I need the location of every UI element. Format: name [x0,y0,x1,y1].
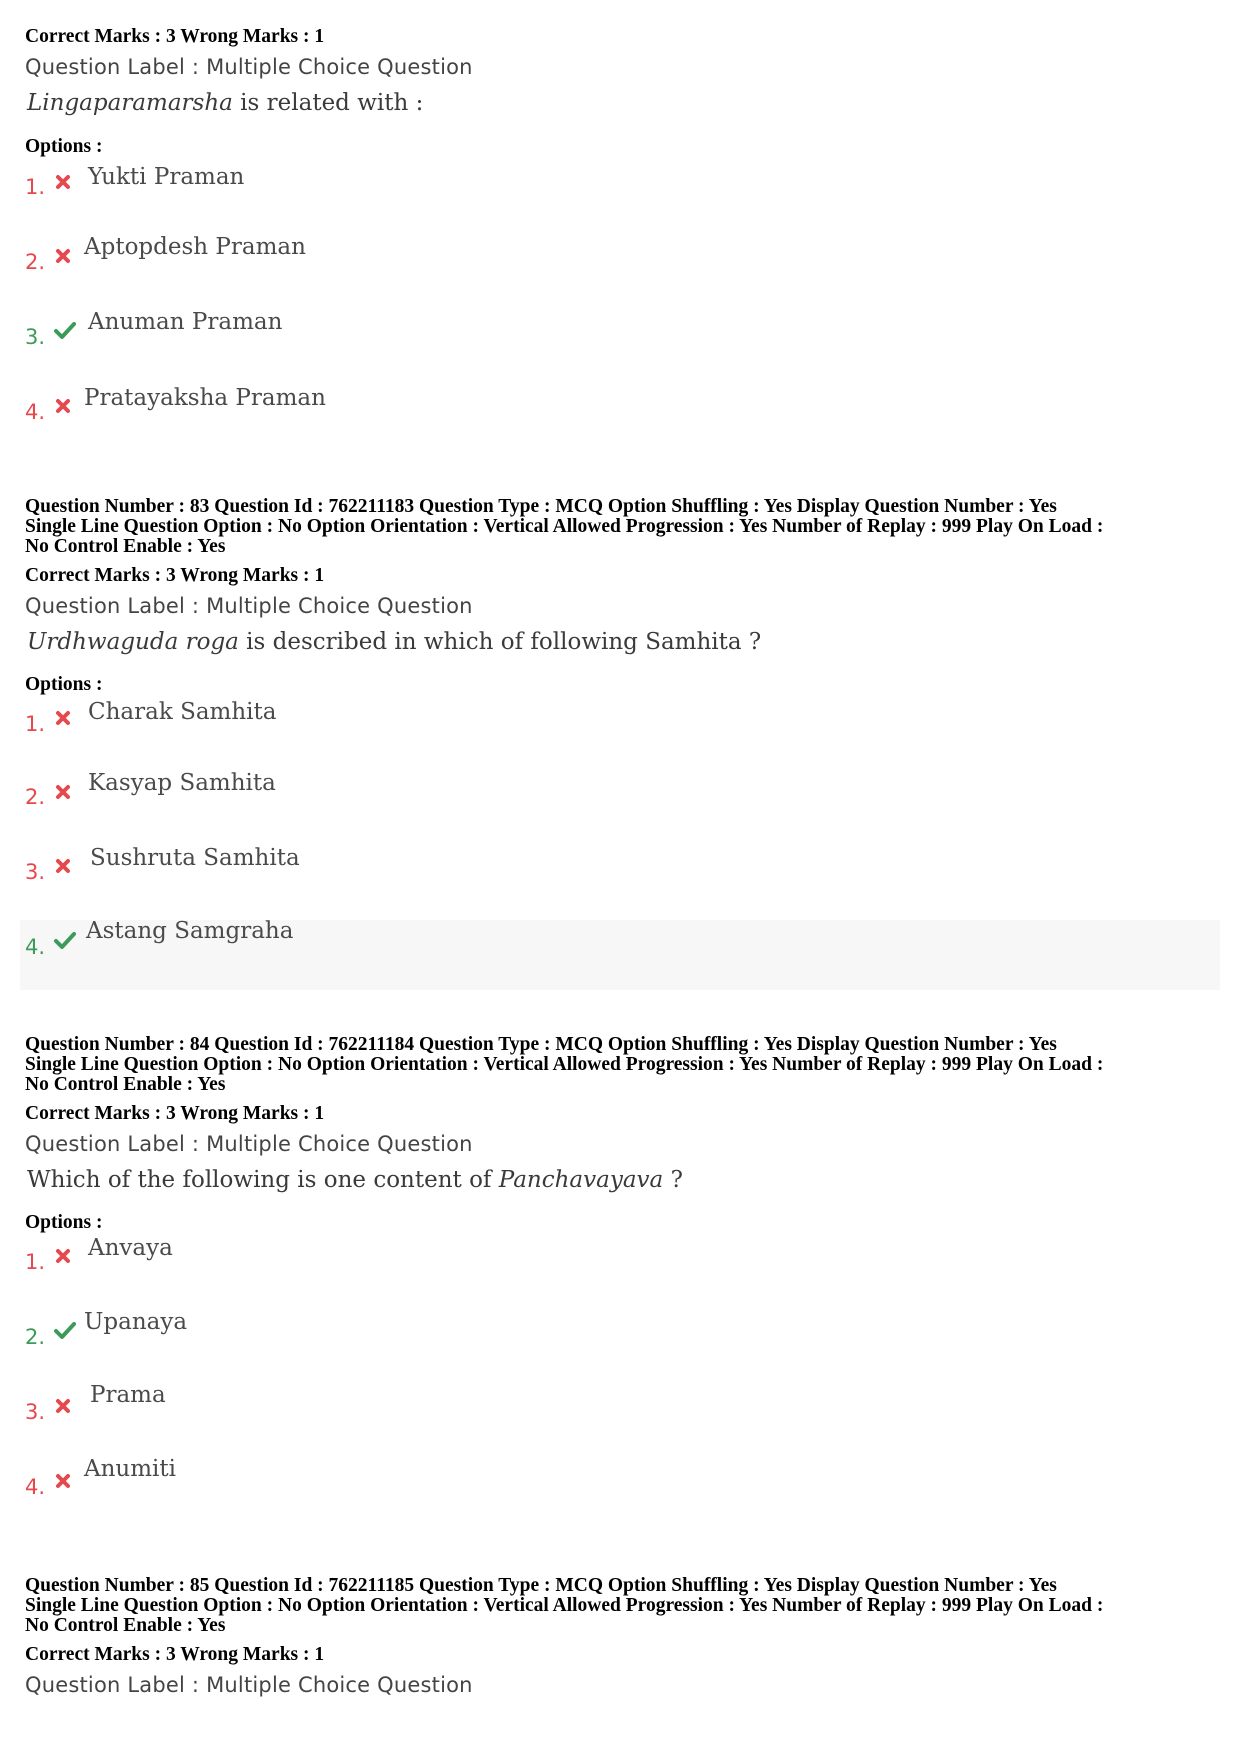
options-heading: Options : [25,1212,103,1233]
question-text [27,629,761,655]
option-text: Pratayaksha Praman [84,385,326,411]
option-number: 4. [25,1475,46,1499]
question-meta-line: No Control Enable : Yes [25,1615,226,1636]
option-number: 1. [25,712,46,736]
option-text: Anuman Praman [88,309,283,335]
check-icon [53,930,77,950]
question-meta-line: Question Number : 83 Question Id : 762211183 Question Type : MCQ Option Shuffling : Yes Display Question Number : Yes [25,496,1057,517]
question-italic: Lingaparamarsha [27,90,233,116]
cross-icon [53,708,73,728]
option-text: Kasyap Samhita [88,770,276,796]
option-text: Astang Samgraha [86,918,294,944]
option-text: Prama [90,1382,166,1408]
question-meta-line: No Control Enable : Yes [25,536,226,557]
cross-icon [53,1396,73,1416]
option-number: 2. [25,250,46,274]
option-text: Anumiti [84,1456,176,1482]
cross-icon [53,1246,73,1266]
marks-line: Correct Marks : 3 Wrong Marks : 1 [25,565,325,586]
cross-icon [53,172,73,192]
options-heading: Options : [25,136,103,157]
question-meta-line: Question Number : 85 Question Id : 762211185 Question Type : MCQ Option Shuffling : Yes Display Question Number : Yes [25,1575,1057,1596]
question-label: Question Label : Multiple Choice Question [25,1673,473,1697]
marks-line: Correct Marks : 3 Wrong Marks : 1 [25,1644,325,1665]
marks-line: Correct Marks : 3 Wrong Marks : 1 [25,1103,325,1124]
question-meta-line: Question Number : 84 Question Id : 762211184 Question Type : MCQ Option Shuffling : Yes Display Question Number : Yes [25,1034,1057,1055]
option-number: 3. [25,325,46,349]
marks-line: Correct Marks : 3 Wrong Marks : 1 [25,26,325,47]
question-label: Question Label : Multiple Choice Question [25,55,473,79]
option-text: Anvaya [88,1235,173,1261]
question-italic: Urdhwaguda roga [27,629,239,655]
option-text: Upanaya [84,1309,188,1335]
question-label: Question Label : Multiple Choice Question [25,1132,473,1156]
cross-icon [53,246,73,266]
option-number: 1. [25,175,46,199]
question-meta-line: Single Line Question Option : No Option Orientation : Vertical Allowed Progression : Yes Number of Replay : 999 Play On Load : [25,516,1104,537]
option-number: 2. [25,785,46,809]
option-text: Sushruta Samhita [90,845,300,871]
option-text: Aptopdesh Praman [84,234,306,260]
option-number: 4. [25,400,46,424]
option-number: 4. [25,935,46,959]
option-text: Yukti Praman [88,164,245,190]
question-meta-line: Single Line Question Option : No Option Orientation : Vertical Allowed Progression : Yes Number of Replay : 999 Play On Load : [25,1595,1104,1616]
question-italic: Panchavayava [498,1167,664,1193]
question-text [27,1167,683,1193]
cross-icon [53,856,73,876]
cross-icon [53,1471,73,1491]
check-icon [53,320,77,340]
check-icon [53,1320,77,1340]
question-text [27,90,423,116]
question-end: ? [663,1167,683,1193]
option-number: 3. [25,1400,46,1424]
cross-icon [53,396,73,416]
question-label: Question Label : Multiple Choice Question [25,594,473,618]
question-meta-line: Single Line Question Option : No Option Orientation : Vertical Allowed Progression : Yes Number of Replay : 999 Play On Load : [25,1054,1104,1075]
question-meta-line: No Control Enable : Yes [25,1074,226,1095]
option-number: 3. [25,860,46,884]
question-rest: is related with : [232,90,424,116]
question-plain: Which of the following is one content of [27,1167,499,1193]
cross-icon [53,782,73,802]
options-heading: Options : [25,674,103,695]
question-rest: is described in which of following Samhita ? [238,629,762,655]
option-text: Charak Samhita [88,699,277,725]
option-number: 1. [25,1250,46,1274]
option-number: 2. [25,1325,46,1349]
